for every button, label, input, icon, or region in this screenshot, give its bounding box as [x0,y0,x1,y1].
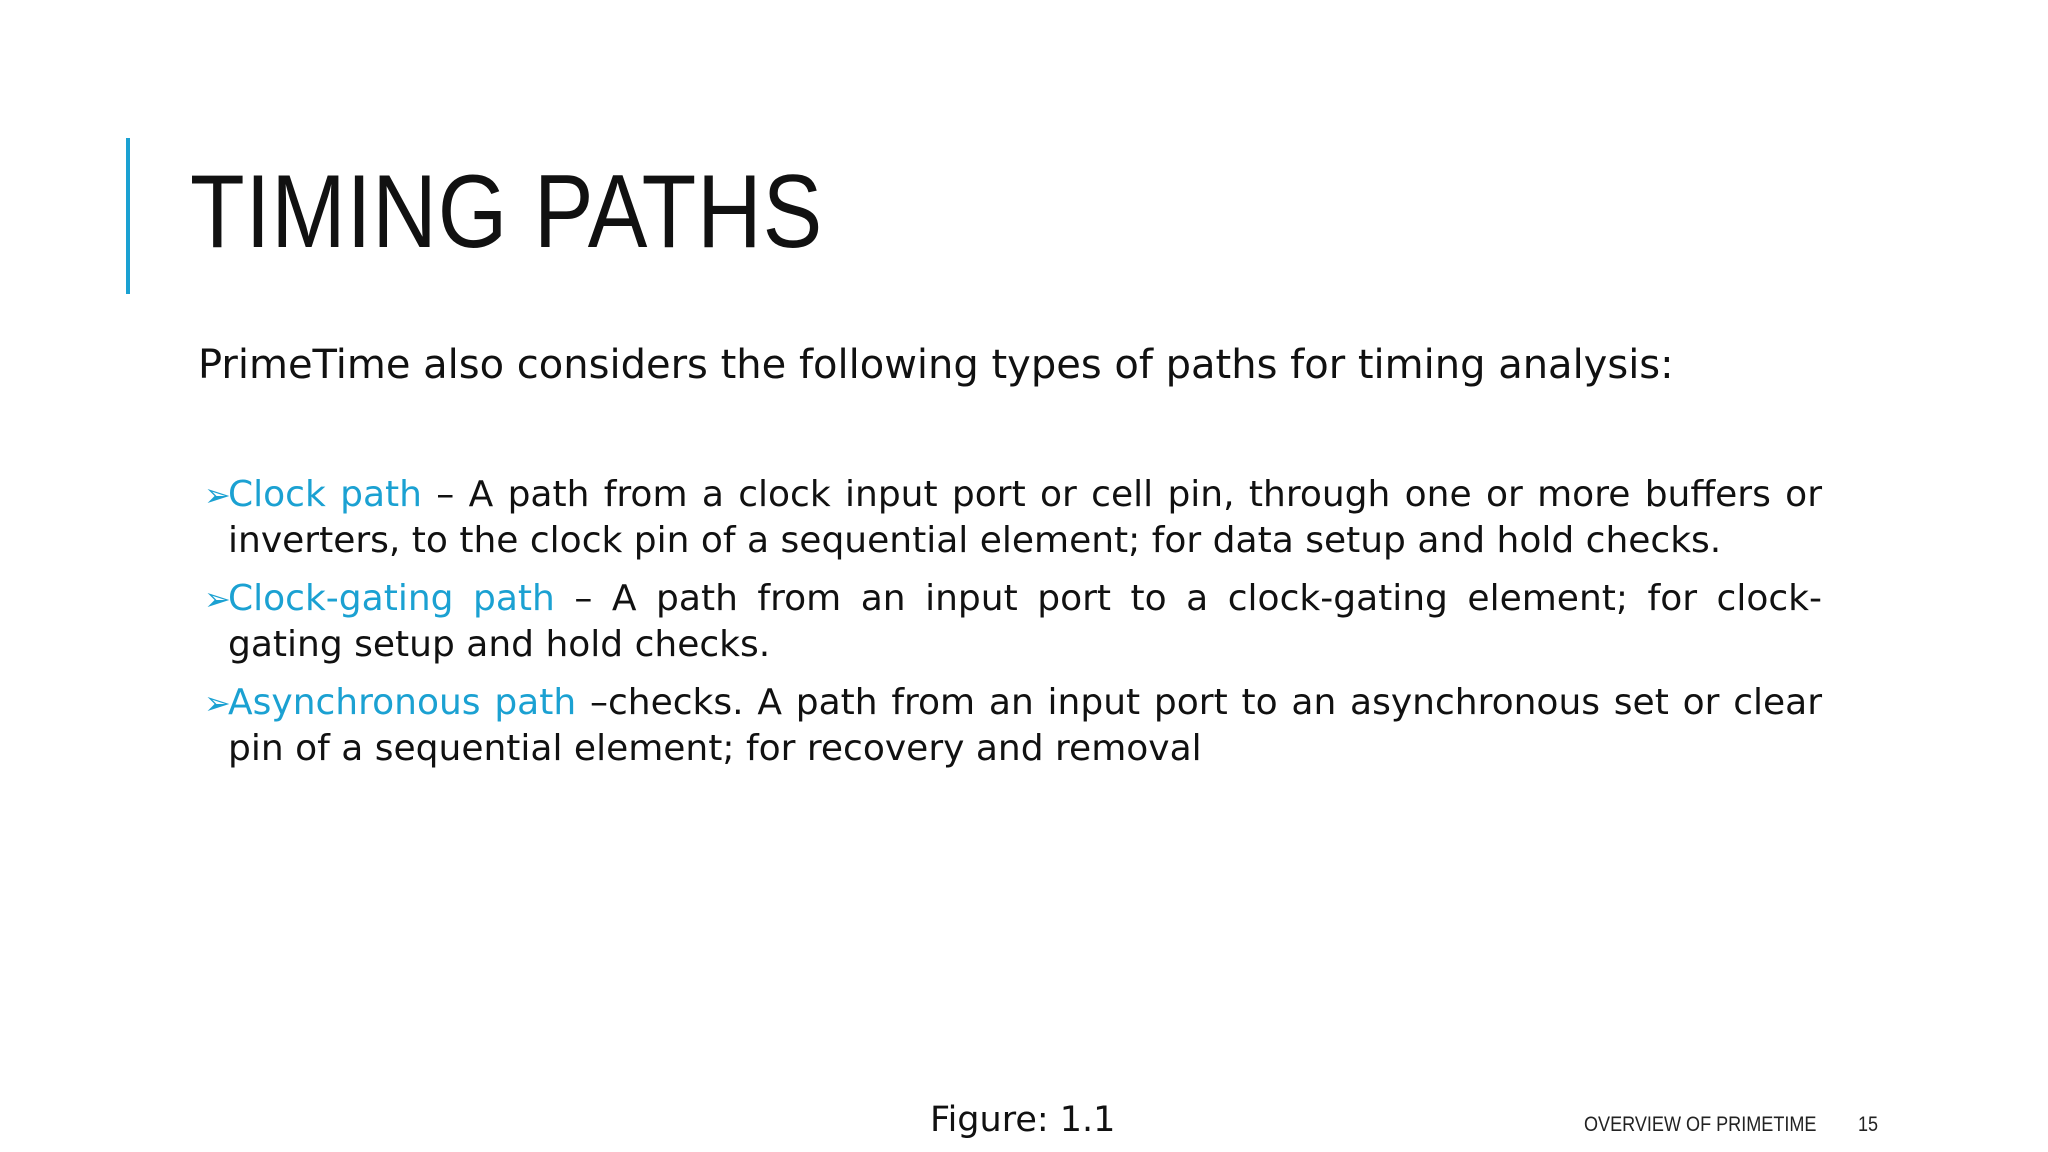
page-number: 15 [1858,1113,1879,1136]
intro-text: PrimeTime also considers the following types of paths for timing analysis: [198,342,1674,388]
bullet-clock-path [206,472,1822,564]
footer-title: OVERVIEW OF PRIMETIME [1584,1113,1817,1136]
bullet-clock-gating-path [206,576,1822,668]
bullet-description: – A path from a clock input port or cell pin, through one or more buffers or inverters, to the clock pin of a sequential element; for data setup and hold checks. [228,474,1823,561]
bullet-term: Clock path [228,474,422,515]
bullet-term: Clock-gating path [228,578,555,619]
bullet-asynchronous-path [206,680,1822,772]
arrow-bullet-icon: ➢ [204,476,231,514]
figure-caption: Figure: 1.1 [930,1100,1116,1140]
bullet-description: – A path from an input port to a clock-gating element; for clock-gating setup and hold checks. [228,578,1822,665]
bullet-description: –checks. A path from an input port to an asynchronous set or clear pin of a sequential element; for recovery and removal [228,682,1822,769]
slide-title: TIMING PATHS [190,154,824,270]
arrow-bullet-icon: ➢ [204,684,231,722]
title-accent-bar [126,138,130,294]
arrow-bullet-icon: ➢ [204,580,231,618]
bullet-list [206,472,1822,784]
bullet-term: Asynchronous path [228,682,577,723]
